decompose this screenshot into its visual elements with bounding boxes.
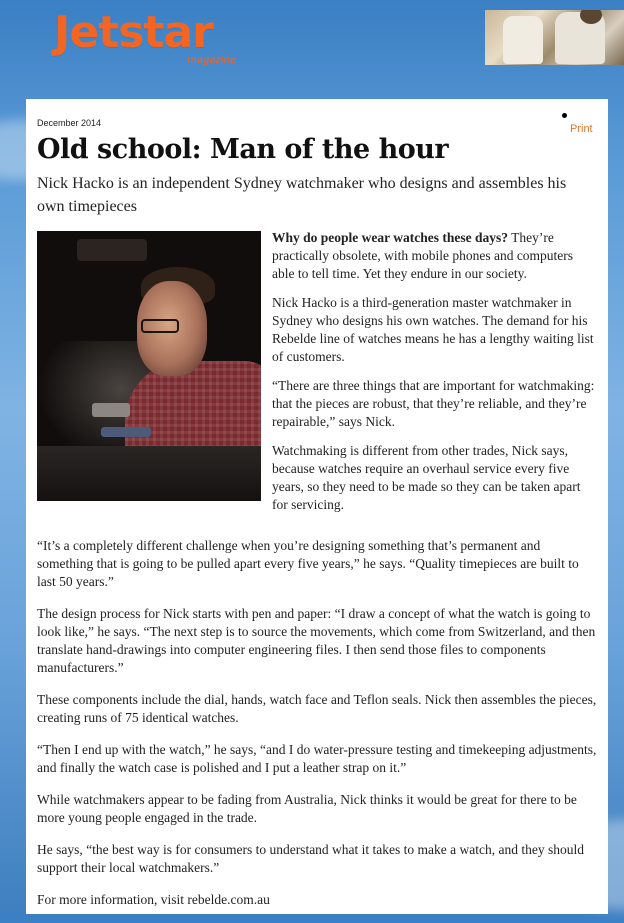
body-paragraph: He says, “the best way is for consumers to understand what it takes to make a watch, and they should support their local watchmakers.” — [37, 842, 584, 875]
body-paragraph: “There are three things that are important for watchmaking: that the pieces are robust, that they’re reliable, and they’re repairable,” says Nick. — [272, 378, 595, 429]
logo-wordmark: Jetstar — [54, 7, 213, 58]
more-info-paragraph: For more information, visit rebelde.com.au — [37, 892, 270, 907]
body-paragraph: “Then I end up with the watch,” he says, “and I do water-pressure testing and timekeeping adjustments, and finally the watch case is polished and I put a leather strap on it.” — [37, 742, 597, 775]
intro-question: Why do people wear watches these days? — [272, 230, 508, 245]
photo-lamp — [77, 239, 147, 261]
body-paragraph: “It’s a completely different challenge when you’re designing something that’s permanent and something that is going to be pulled apart every five years,” he says. “Quality timepieces are built to last 50 years.” — [37, 538, 579, 589]
photo-tool — [92, 403, 130, 417]
body-paragraph: Nick Hacko is a third-generation master watchmaker in Sydney who designs his own watches. The demand for his Rebelde line of watches means he has a lengthy waiting list of customers. — [272, 295, 594, 364]
body-paragraph: While watchmakers appear to be fading from Australia, Nick thinks it would be great for there to be more young people engaged in the trade. — [37, 792, 577, 825]
photo-glasses — [141, 319, 179, 333]
article-title: Old school: Man of the hour — [37, 134, 449, 165]
article-date: December 2014 — [37, 118, 102, 128]
print-bullet-icon — [562, 113, 567, 118]
intro-rest: They’re practically obsolete, with mobile phones and computers able to tell time. Yet they endure in our society. — [272, 230, 574, 281]
intro-paragraph — [272, 229, 597, 283]
banner-figure — [503, 16, 543, 64]
body-paragraph: Watchmaking is different from other trades, Nick says, because watches require an overhaul service every five years, so they need to be made so they can be taken apart for servicing. — [272, 443, 581, 512]
jetstar-magazine-logo[interactable] — [54, 8, 244, 70]
article-side-column — [272, 229, 597, 525]
body-paragraph: These components include the dial, hands, watch face and Teflon seals. Nick then assembles the pieces, creating runs of 75 identical watches. — [37, 692, 597, 725]
watchmaker-photo — [37, 231, 261, 501]
header-banner-photo — [485, 10, 624, 65]
article-standfirst: Nick Hacko is an independent Sydney watchmaker who designs and assembles his own timepieces — [37, 175, 567, 215]
print-link[interactable]: Print — [570, 123, 593, 135]
photo-tool — [101, 427, 151, 437]
body-paragraph: The design process for Nick starts with pen and paper: “I draw a concept of what the watch is going to look like,” he says. “The next step is to source the movements, which come from Switzerland, and then translate hand-drawings into computer engineering files. I then send those files to components manufacturers.” — [37, 606, 596, 675]
photo-workbench — [37, 446, 261, 501]
logo-subtext: magazine — [187, 55, 236, 66]
article-body — [37, 537, 599, 923]
article-panel — [26, 99, 608, 914]
